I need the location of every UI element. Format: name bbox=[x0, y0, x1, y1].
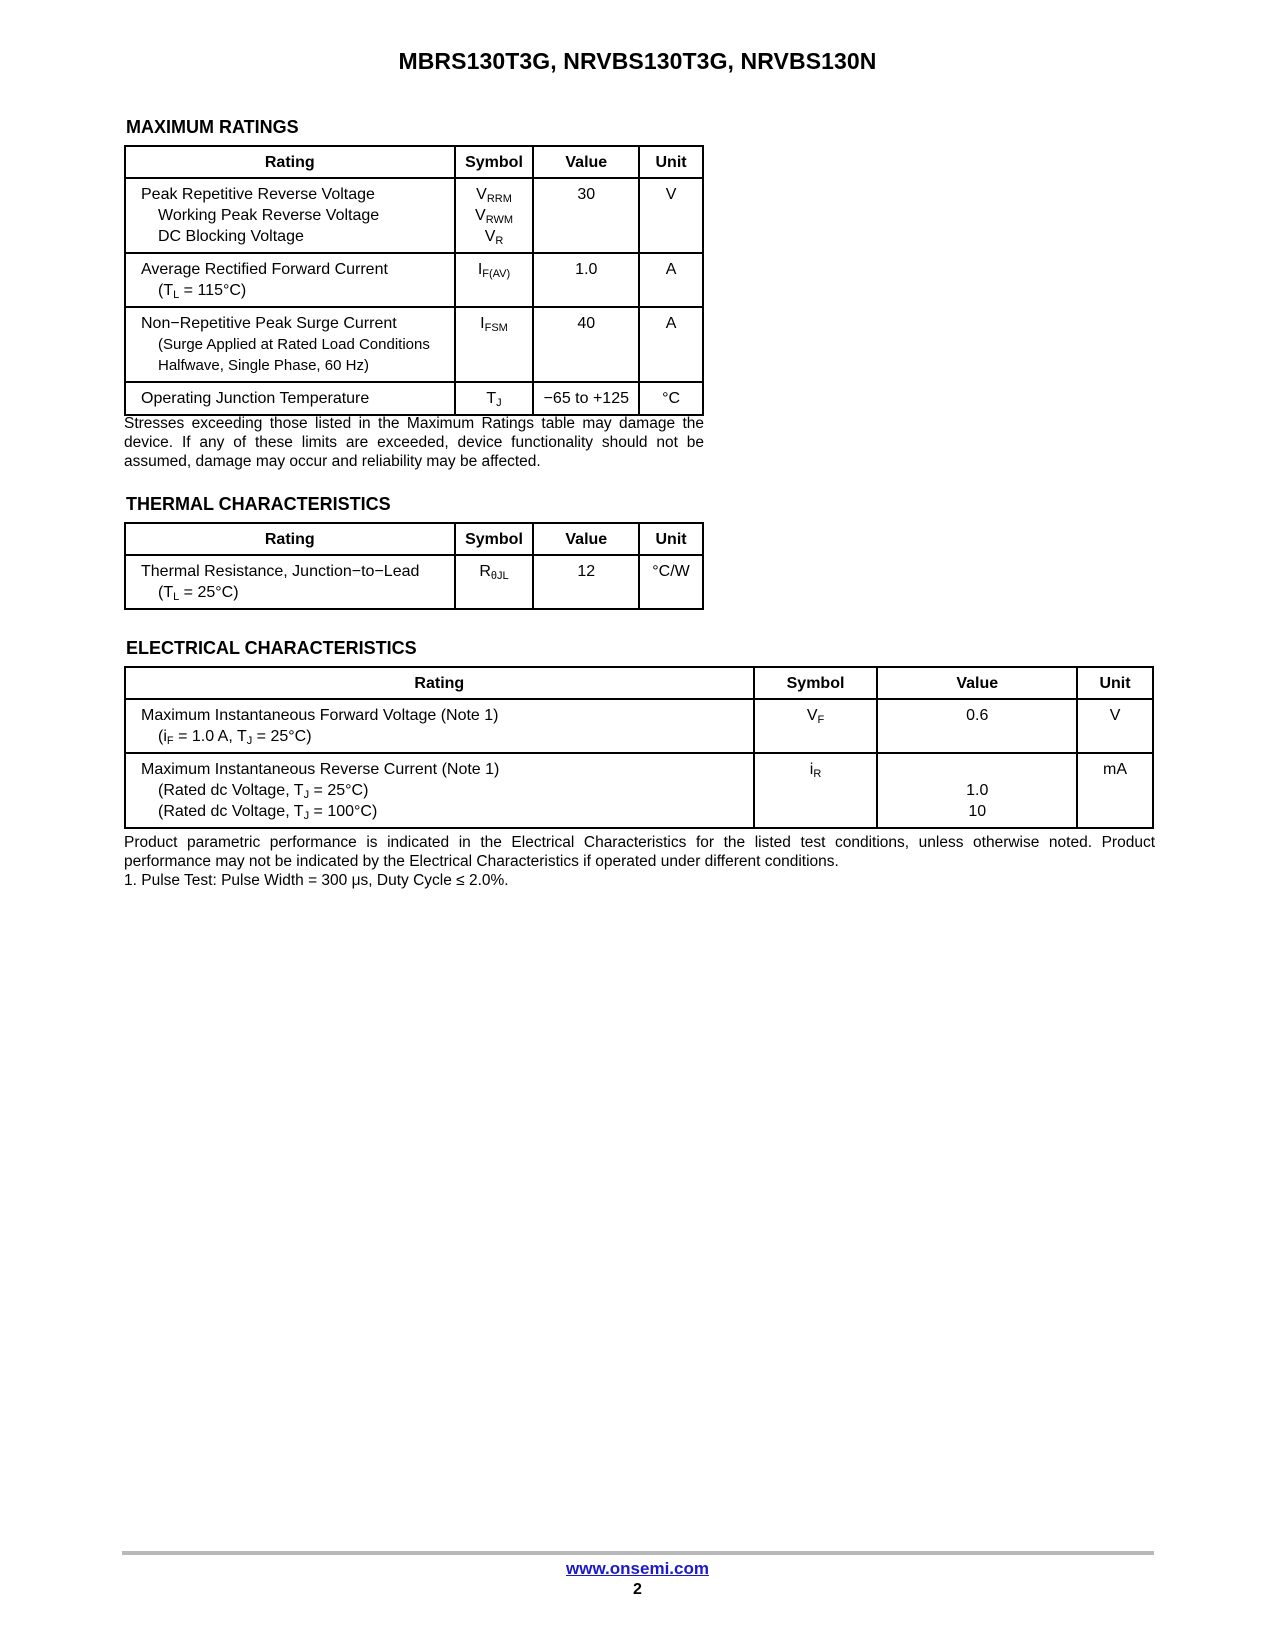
col-header-rating: Rating bbox=[125, 523, 455, 555]
rating-text: Maximum Instantaneous Forward Voltage (Note 1) bbox=[141, 707, 499, 724]
col-header-rating: Rating bbox=[125, 146, 455, 178]
unit-cell: V bbox=[639, 178, 703, 253]
unit-cell: A bbox=[639, 307, 703, 382]
col-header-unit: Unit bbox=[639, 146, 703, 178]
rating-text: Working Peak Reverse Voltage bbox=[158, 207, 380, 224]
footnote: 1. Pulse Test: Pulse Width = 300 μs, Duty Cycle ≤ 2.0%. bbox=[124, 872, 509, 889]
page-number: 2 bbox=[633, 1581, 642, 1598]
value-cell: −65 to +125 bbox=[533, 382, 639, 415]
table-row bbox=[125, 307, 703, 382]
rating-cell: Operating Junction Temperature bbox=[125, 382, 455, 415]
value-cell: 0.6 bbox=[877, 699, 1077, 753]
electrical-note: Product parametric performance is indicated in the Electrical Characteristics for the listed test conditions, unless otherwise noted. Product performance may not be indicated by the Electrical Characteristics if operated under different conditions. bbox=[124, 834, 1155, 870]
col-header-symbol: Symbol bbox=[455, 146, 534, 178]
symbol: $V_R$ bbox=[484, 228, 504, 247]
rating-condition: (Rated dc Voltage, $T_J = 25^\circ C$) bbox=[158, 782, 369, 801]
table-row bbox=[125, 178, 703, 253]
table-row bbox=[125, 699, 1153, 753]
thermal-table bbox=[124, 522, 704, 610]
value-cell bbox=[877, 753, 1077, 828]
col-header-value: Value bbox=[533, 146, 639, 178]
col-header-symbol: Symbol bbox=[455, 523, 534, 555]
table-row bbox=[125, 382, 703, 415]
value-cell: 30 bbox=[533, 178, 639, 253]
rating-text: Halfwave, Single Phase, 60 Hz) bbox=[158, 357, 369, 374]
unit-cell: °C/W bbox=[639, 555, 703, 609]
value-text: 10 bbox=[968, 803, 987, 820]
col-header-rating: Rating bbox=[125, 667, 754, 699]
rating-text: Non−Repetitive Peak Surge Current bbox=[141, 315, 397, 332]
rating-condition: ($i_F = 1.0$ A, $T_J = 25^\circ C$) bbox=[158, 728, 312, 747]
col-header-value: Value bbox=[877, 667, 1077, 699]
symbol-cell: $I_{F(AV)}$ bbox=[455, 253, 534, 307]
rating-condition: $(T_L = 25^\circ C)$ bbox=[158, 584, 239, 603]
value-cell: 12 bbox=[533, 555, 639, 609]
symbol-cell: $T_J$ bbox=[455, 382, 534, 415]
electrical-table bbox=[124, 666, 1154, 829]
rating-cell bbox=[125, 555, 455, 609]
symbol-cell: $V_F$ bbox=[754, 699, 878, 753]
footer-divider bbox=[122, 1551, 1154, 1555]
value-text: 1.0 bbox=[966, 782, 989, 799]
symbol-cell: $R_{\theta JL}$ bbox=[455, 555, 534, 609]
col-header-value: Value bbox=[533, 523, 639, 555]
rating-cell bbox=[125, 178, 455, 253]
symbol: $V_{RRM}$ bbox=[476, 186, 512, 205]
table-header-row bbox=[125, 523, 703, 555]
rating-text: Maximum Instantaneous Reverse Current (Note 1) bbox=[141, 761, 500, 778]
value-cell: 1.0 bbox=[533, 253, 639, 307]
page-title: MBRS130T3G, NRVBS130T3G, NRVBS130N bbox=[398, 48, 877, 74]
rating-text: DC Blocking Voltage bbox=[158, 228, 304, 245]
max-ratings-title: MAXIMUM RATINGS bbox=[126, 117, 299, 137]
rating-text: Thermal Resistance, Junction−to−Lead bbox=[141, 563, 420, 580]
table-row bbox=[125, 555, 703, 609]
unit-cell: mA bbox=[1077, 753, 1153, 828]
value-cell: 40 bbox=[533, 307, 639, 382]
max-ratings-table bbox=[124, 145, 704, 416]
table-header-row bbox=[125, 667, 1153, 699]
unit-cell: A bbox=[639, 253, 703, 307]
symbol-cell: $i_R$ bbox=[754, 753, 878, 828]
rating-cell bbox=[125, 699, 754, 753]
rating-text: (Surge Applied at Rated Load Conditions bbox=[158, 336, 430, 353]
electrical-title: ELECTRICAL CHARACTERISTICS bbox=[126, 638, 417, 658]
rating-condition: (Rated dc Voltage, $T_J = 100^\circ C$) bbox=[158, 803, 378, 822]
col-header-unit: Unit bbox=[1077, 667, 1153, 699]
unit-cell: V bbox=[1077, 699, 1153, 753]
thermal-title: THERMAL CHARACTERISTICS bbox=[126, 494, 391, 514]
symbol: $V_{RWM}$ bbox=[475, 207, 513, 226]
unit-cell: °C bbox=[639, 382, 703, 415]
col-header-symbol: Symbol bbox=[754, 667, 878, 699]
col-header-unit: Unit bbox=[639, 523, 703, 555]
table-row bbox=[125, 253, 703, 307]
max-ratings-note: Stresses exceeding those listed in the Maximum Ratings table may damage the device. If any of these limits are exceeded, device functionality should not be assumed, damage may occur and reliability may be affected. bbox=[124, 415, 704, 470]
rating-condition: $(T_L = 115^\circ C)$ bbox=[158, 282, 247, 301]
rating-cell bbox=[125, 253, 455, 307]
rating-text: Average Rectified Forward Current bbox=[141, 261, 388, 278]
symbol-cell bbox=[455, 178, 534, 253]
rating-cell bbox=[125, 753, 754, 828]
table-row bbox=[125, 753, 1153, 828]
rating-cell bbox=[125, 307, 455, 382]
symbol-cell: $I_{FSM}$ bbox=[455, 307, 534, 382]
website-link[interactable]: www.onsemi.com bbox=[566, 1559, 709, 1578]
rating-text: Peak Repetitive Reverse Voltage bbox=[141, 186, 375, 203]
table-header-row bbox=[125, 146, 703, 178]
